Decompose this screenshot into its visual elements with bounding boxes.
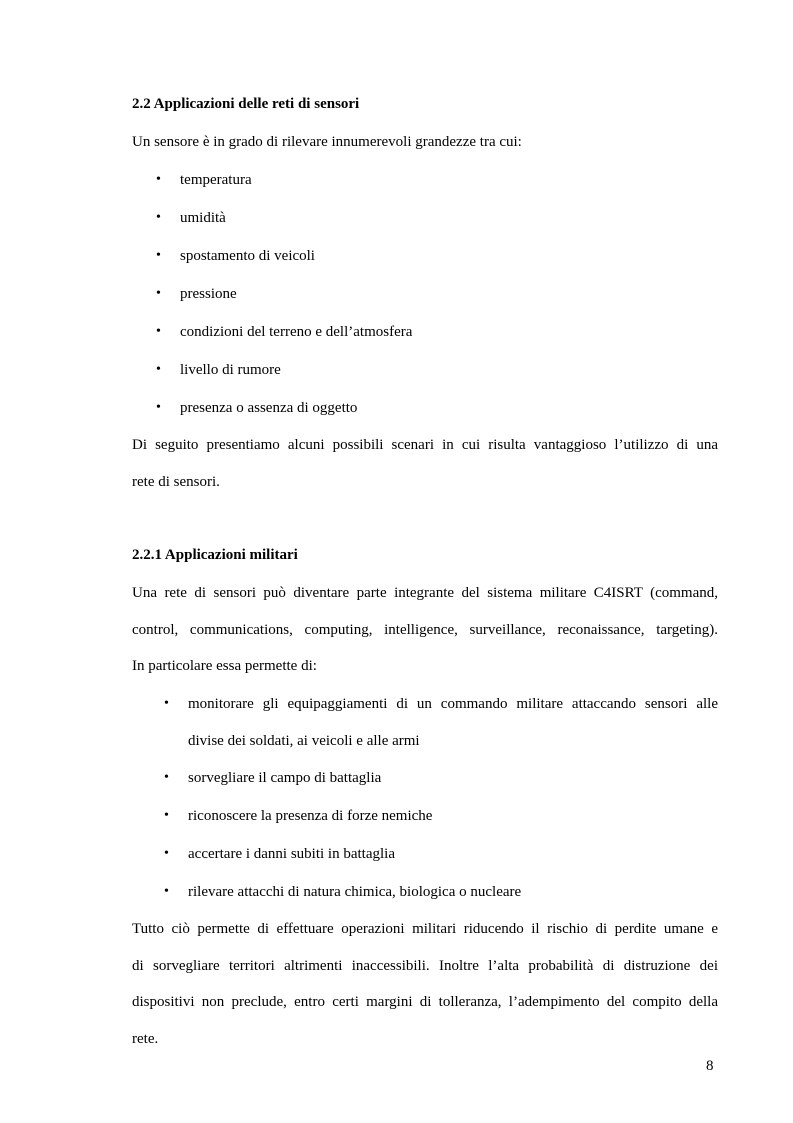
paragraph-line: In particolare essa permette di: (132, 658, 317, 674)
list-item-text: spostamento di veicoli (180, 248, 315, 264)
bullet-icon: • (156, 400, 161, 415)
paragraph-line: Tutto ciò permette di effettuare operazioni militari riducendo il rischio di perdite umane e (132, 921, 718, 937)
list-item-text: sorvegliare il campo di battaglia (188, 770, 382, 786)
list-item-text: pressione (180, 286, 237, 302)
bullet-icon: • (164, 846, 169, 861)
list-item-text: riconoscere la presenza di forze nemiche (188, 808, 433, 824)
section-intro: Un sensore è in grado di rilevare innumerevoli grandezze tra cui: (132, 134, 522, 150)
list-item-text: temperatura (180, 172, 252, 188)
paragraph-line: di sorvegliare territori altrimenti inaccessibili. Inoltre l’alta probabilità di distruzione dei (132, 958, 718, 974)
bullet-icon: • (156, 324, 161, 339)
bullet-icon: • (156, 362, 161, 377)
list-item-text: rilevare attacchi di natura chimica, biologica o nucleare (188, 884, 522, 900)
list-item-text: livello di rumore (180, 362, 281, 378)
list-item-text: umidità (180, 210, 226, 226)
bullet-icon: • (164, 770, 169, 785)
bullet-icon: • (156, 210, 161, 225)
list-item-text: divise dei soldati, ai veicoli e alle armi (188, 733, 420, 749)
paragraph-line: Una rete di sensori può diventare parte integrante del sistema militare C4ISRT (command, (132, 585, 718, 601)
bullet-icon: • (164, 696, 169, 711)
bullet-icon: • (164, 884, 169, 899)
section-outro-line: Di seguito presentiamo alcuni possibili scenari in cui risulta vantaggioso l’utilizzo di una (132, 437, 718, 453)
paragraph-line: dispositivi non preclude, entro certi margini di tolleranza, l’adempimento del compito della (132, 994, 718, 1010)
list-item-text: presenza o assenza di oggetto (180, 400, 358, 416)
bullet-icon: • (164, 808, 169, 823)
paragraph-line: control, communications, computing, intelligence, surveillance, reconaissance, targeting). (132, 622, 718, 638)
page-number: 8 (706, 1058, 714, 1074)
subsection-heading: 2.2.1 Applicazioni militari (132, 547, 298, 563)
bullet-icon: • (156, 286, 161, 301)
section-heading: 2.2 Applicazioni delle reti di sensori (132, 96, 360, 112)
paragraph-line: rete. (132, 1031, 159, 1047)
bullet-icon: • (156, 172, 161, 187)
section-outro-line: rete di sensori. (132, 474, 220, 490)
list-item-text: monitorare gli equipaggiamenti di un commando militare attaccando sensori alle (188, 696, 718, 712)
list-item-text: condizioni del terreno e dell’atmosfera (180, 324, 413, 340)
list-item-text: accertare i danni subiti in battaglia (188, 846, 395, 862)
bullet-icon: • (156, 248, 161, 263)
